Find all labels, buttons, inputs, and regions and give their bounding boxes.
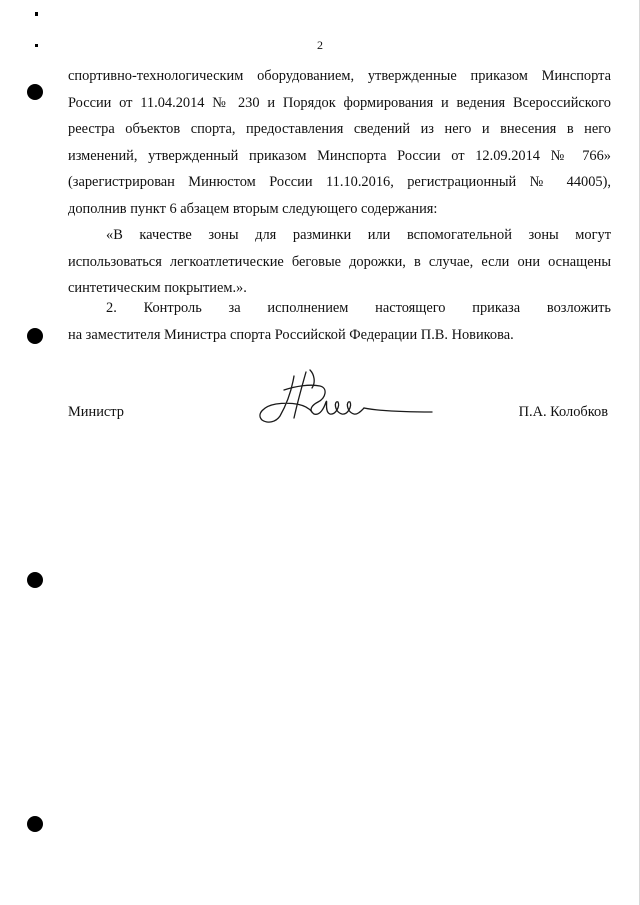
- text-line: реестра объектов спорта, предоставления сведений из него и внесения в него: [68, 121, 611, 137]
- punch-hole: [27, 572, 43, 588]
- text-line: России от 11.04.2014 № 230 и Порядок формирования и ведения Всероссийского: [68, 94, 611, 111]
- paragraph-quote: [68, 222, 611, 302]
- signatory-title: Министр: [68, 404, 124, 420]
- page-number: 2: [317, 38, 323, 52]
- text-line: «В качестве зоны для разминки или вспомогательной зоны могут: [106, 227, 611, 243]
- text-line: спортивно-технологическим оборудованием, утвержденные приказом Минспорта: [68, 68, 611, 84]
- punch-hole: [27, 816, 43, 832]
- text-line: синтетическим покрытием.».: [68, 280, 247, 296]
- text-line: на заместителя Министра спорта Российской Федерации П.В. Новикова.: [68, 326, 514, 343]
- punch-hole: [27, 328, 43, 344]
- paragraph-control: [68, 295, 611, 348]
- punch-hole: [27, 84, 43, 100]
- text-line: дополнив пункт 6 абзацем вторым следующего содержания:: [68, 200, 438, 217]
- text-line: использоваться легкоатлетические беговые дорожки, в случае, если они оснащены: [68, 253, 611, 270]
- text-line: (зарегистрирован Минюстом России 11.10.2016, регистрационный № 44005),: [68, 174, 611, 190]
- text-line: изменений, утвержденный приказом Минспорта России от 12.09.2014 № 766»: [68, 147, 611, 164]
- text-line: 2. Контроль за исполнением настоящего приказа возложить: [106, 300, 611, 316]
- handwritten-signature: [254, 368, 434, 428]
- signatory-name: П.А. Колобков: [518, 404, 608, 420]
- scan-speck: [35, 12, 38, 16]
- paragraph-amendment: [68, 63, 611, 222]
